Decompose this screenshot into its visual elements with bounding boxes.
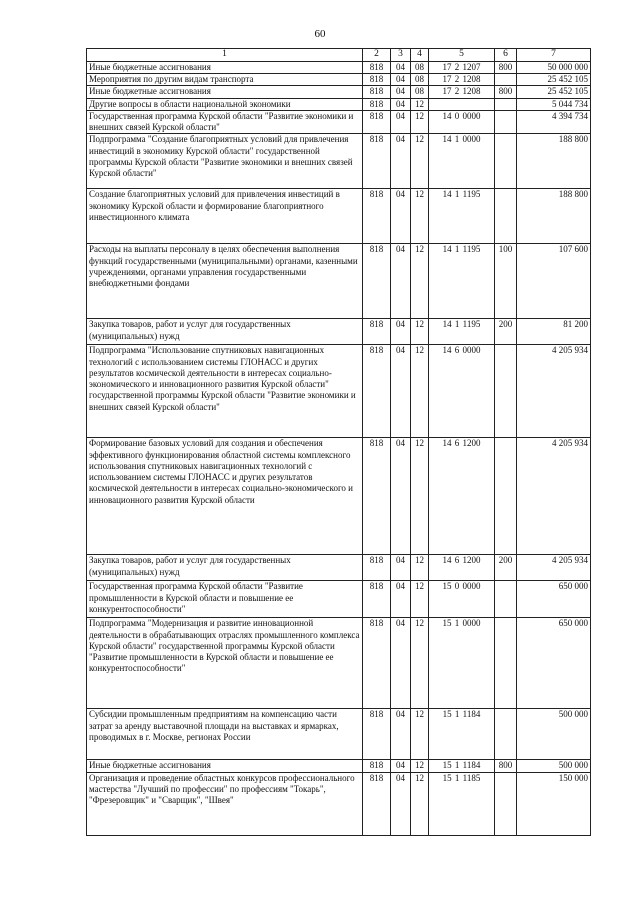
table-row: [87, 760, 591, 772]
row-type-cell: 100: [495, 244, 517, 319]
table-row: [87, 555, 591, 581]
row-section-cell: 04: [391, 319, 411, 345]
row-section-cell: 04: [391, 189, 411, 244]
row-admin-cell: 818: [363, 61, 391, 73]
row-name-cell: Подпрограмма "Модернизация и развитие инновационной деятельности в обрабатывающих отраслях промышленного комплекса Курской области" государственной программы Курской области "Развитие промышленности в Курской области и повышение ее конкурентоспособности": [87, 618, 363, 709]
table-row: [87, 189, 591, 244]
row-subsection-cell: 12: [411, 438, 429, 555]
row-subsection-cell: 12: [411, 98, 429, 110]
row-subsection-cell: 12: [411, 618, 429, 709]
row-sum-cell: 81 200: [517, 319, 591, 345]
row-subsection-cell: 12: [411, 345, 429, 438]
header-col-7: 7: [517, 49, 591, 62]
page-number: 60: [314, 28, 326, 40]
row-sum-cell: 150 000: [517, 772, 591, 835]
row-sum-cell: 5 044 734: [517, 98, 591, 110]
row-admin-cell: 818: [363, 581, 391, 618]
row-admin-cell: 818: [363, 345, 391, 438]
row-section-cell: 04: [391, 709, 411, 760]
row-sum-cell: 500 000: [517, 709, 591, 760]
row-section-cell: 04: [391, 555, 411, 581]
table-row: [87, 244, 591, 319]
row-type-cell: 200: [495, 555, 517, 581]
row-name-cell: Государственная программа Курской области "Развитие экономики и внешних связей Курской области": [87, 110, 363, 134]
row-section-cell: 04: [391, 98, 411, 110]
row-type-cell: [495, 618, 517, 709]
row-section-cell: 04: [391, 438, 411, 555]
header-col-6: 6: [495, 49, 517, 62]
row-sum-cell: 650 000: [517, 618, 591, 709]
row-target-cell: 15 1 0000: [429, 618, 495, 709]
row-name-cell: Государственная программа Курской области "Развитие промышленности в Курской области и повышение ее конкурентоспособности": [87, 581, 363, 618]
table-row: [87, 110, 591, 134]
row-sum-cell: 50 000 000: [517, 61, 591, 73]
row-subsection-cell: 12: [411, 581, 429, 618]
row-name-cell: Мероприятия по другим видам транспорта: [87, 74, 363, 86]
row-target-cell: 15 1 1184: [429, 760, 495, 772]
row-name-cell: Организация и проведение областных конкурсов профессионального мастерства "Лучший по профессии" по профессиям "Токарь", "Фрезеровщик" и "Сварщик", "Швея": [87, 772, 363, 835]
row-target-cell: [429, 98, 495, 110]
row-type-cell: [495, 772, 517, 835]
row-section-cell: 04: [391, 74, 411, 86]
header-row: [87, 49, 591, 62]
row-sum-cell: 650 000: [517, 581, 591, 618]
table-row: [87, 74, 591, 86]
header-col-3: 3: [391, 49, 411, 62]
row-section-cell: 04: [391, 772, 411, 835]
row-name-cell: Закупка товаров, работ и услуг для государственных (муниципальных) нужд: [87, 555, 363, 581]
row-name-cell: Подпрограмма "Использование спутниковых навигационных технологий с использованием системы ГЛОНАСС и других результатов космической деятельности в интересах социально-экономического и инновационного развития Курской области" государственной программы Курской области "Развитие экономики и внешних связей Курской области": [87, 345, 363, 438]
table-row: [87, 772, 591, 835]
row-section-cell: 04: [391, 618, 411, 709]
row-admin-cell: 818: [363, 98, 391, 110]
row-admin-cell: 818: [363, 438, 391, 555]
row-subsection-cell: 12: [411, 189, 429, 244]
row-name-cell: Иные бюджетные ассигнования: [87, 61, 363, 73]
row-section-cell: 04: [391, 760, 411, 772]
row-target-cell: 15 1 1185: [429, 772, 495, 835]
row-sum-cell: 188 800: [517, 189, 591, 244]
row-sum-cell: 500 000: [517, 760, 591, 772]
row-name-cell: Иные бюджетные ассигнования: [87, 86, 363, 98]
row-name-cell: Создание благоприятных условий для привлечения инвестиций в экономику Курской области и формирование благоприятного инвестиционного климата: [87, 189, 363, 244]
row-sum-cell: 4 394 734: [517, 110, 591, 134]
row-subsection-cell: 12: [411, 244, 429, 319]
row-type-cell: [495, 189, 517, 244]
row-admin-cell: 818: [363, 134, 391, 189]
row-subsection-cell: 12: [411, 134, 429, 189]
row-target-cell: 14 1 1195: [429, 319, 495, 345]
row-sum-cell: 107 600: [517, 244, 591, 319]
row-admin-cell: 818: [363, 772, 391, 835]
row-type-cell: 800: [495, 760, 517, 772]
header-col-2: 2: [363, 49, 391, 62]
row-subsection-cell: 12: [411, 555, 429, 581]
budget-table: [86, 48, 591, 836]
row-section-cell: 04: [391, 134, 411, 189]
row-target-cell: 17 2 1208: [429, 74, 495, 86]
table-row: [87, 98, 591, 110]
row-type-cell: [495, 110, 517, 134]
row-target-cell: 14 6 1200: [429, 438, 495, 555]
table-row: [87, 438, 591, 555]
row-target-cell: 14 1 1195: [429, 244, 495, 319]
row-sum-cell: 188 800: [517, 134, 591, 189]
row-admin-cell: 818: [363, 189, 391, 244]
row-admin-cell: 818: [363, 110, 391, 134]
row-type-cell: [495, 709, 517, 760]
row-name-cell: Расходы на выплаты персоналу в целях обеспечения выполнения функций государственными (муниципальными) органами, казенными учреждениями, органами управления государственными внебюджетными фондами: [87, 244, 363, 319]
row-target-cell: 17 2 1207: [429, 61, 495, 73]
row-type-cell: 200: [495, 319, 517, 345]
row-target-cell: 14 1 1195: [429, 189, 495, 244]
row-admin-cell: 818: [363, 618, 391, 709]
row-subsection-cell: 08: [411, 86, 429, 98]
row-name-cell: Иные бюджетные ассигнования: [87, 760, 363, 772]
row-subsection-cell: 12: [411, 319, 429, 345]
row-admin-cell: 818: [363, 319, 391, 345]
header-col-4: 4: [411, 49, 429, 62]
row-subsection-cell: 08: [411, 61, 429, 73]
row-type-cell: [495, 134, 517, 189]
row-section-cell: 04: [391, 345, 411, 438]
row-target-cell: 14 0 0000: [429, 110, 495, 134]
row-target-cell: 14 6 0000: [429, 345, 495, 438]
row-admin-cell: 818: [363, 760, 391, 772]
row-sum-cell: 4 205 934: [517, 555, 591, 581]
row-section-cell: 04: [391, 61, 411, 73]
row-type-cell: [495, 581, 517, 618]
table-row: [87, 61, 591, 73]
row-name-cell: Закупка товаров, работ и услуг для государственных (муниципальных) нужд: [87, 319, 363, 345]
row-section-cell: 04: [391, 110, 411, 134]
row-subsection-cell: 12: [411, 760, 429, 772]
table-row: [87, 618, 591, 709]
table-row: [87, 86, 591, 98]
row-subsection-cell: 12: [411, 772, 429, 835]
row-subsection-cell: 12: [411, 709, 429, 760]
row-target-cell: 15 1 1184: [429, 709, 495, 760]
row-type-cell: [495, 74, 517, 86]
row-sum-cell: 4 205 934: [517, 438, 591, 555]
row-subsection-cell: 08: [411, 74, 429, 86]
table-row: [87, 134, 591, 189]
row-section-cell: 04: [391, 86, 411, 98]
row-sum-cell: 4 205 934: [517, 345, 591, 438]
table-row: [87, 581, 591, 618]
row-name-cell: Формирование базовых условий для создания и обеспечения эффективного функционирования областной системы комплексного использования спутниковых навигационных технологий с использованием системы ГЛОНАСС и других результатов космической деятельности в интересах социально-экономического и инновационного развития Курской области: [87, 438, 363, 555]
row-sum-cell: 25 452 105: [517, 86, 591, 98]
row-admin-cell: 818: [363, 709, 391, 760]
header-col-1: 1: [87, 49, 363, 62]
row-name-cell: Субсидии промышленным предприятиям на компенсацию части затрат за аренду выставочной площади на выставках и ярмарках, проводимых в г. Москве, регионах России: [87, 709, 363, 760]
row-admin-cell: 818: [363, 555, 391, 581]
row-target-cell: 14 6 1200: [429, 555, 495, 581]
row-target-cell: 17 2 1208: [429, 86, 495, 98]
row-name-cell: Подпрограмма "Создание благоприятных условий для привлечения инвестиций в экономику Курской области" государственной программы Курской области "Развитие экономики и внешних связей Курской области": [87, 134, 363, 189]
table-row: [87, 319, 591, 345]
row-admin-cell: 818: [363, 74, 391, 86]
row-subsection-cell: 12: [411, 110, 429, 134]
row-target-cell: 14 1 0000: [429, 134, 495, 189]
row-type-cell: 800: [495, 86, 517, 98]
row-type-cell: 800: [495, 61, 517, 73]
row-type-cell: [495, 345, 517, 438]
row-admin-cell: 818: [363, 244, 391, 319]
table-row: [87, 345, 591, 438]
row-name-cell: Другие вопросы в области национальной экономики: [87, 98, 363, 110]
row-target-cell: 15 0 0000: [429, 581, 495, 618]
table-row: [87, 709, 591, 760]
row-type-cell: [495, 98, 517, 110]
row-admin-cell: 818: [363, 86, 391, 98]
row-section-cell: 04: [391, 581, 411, 618]
row-type-cell: [495, 438, 517, 555]
header-col-5: 5: [429, 49, 495, 62]
row-sum-cell: 25 452 105: [517, 74, 591, 86]
row-section-cell: 04: [391, 244, 411, 319]
